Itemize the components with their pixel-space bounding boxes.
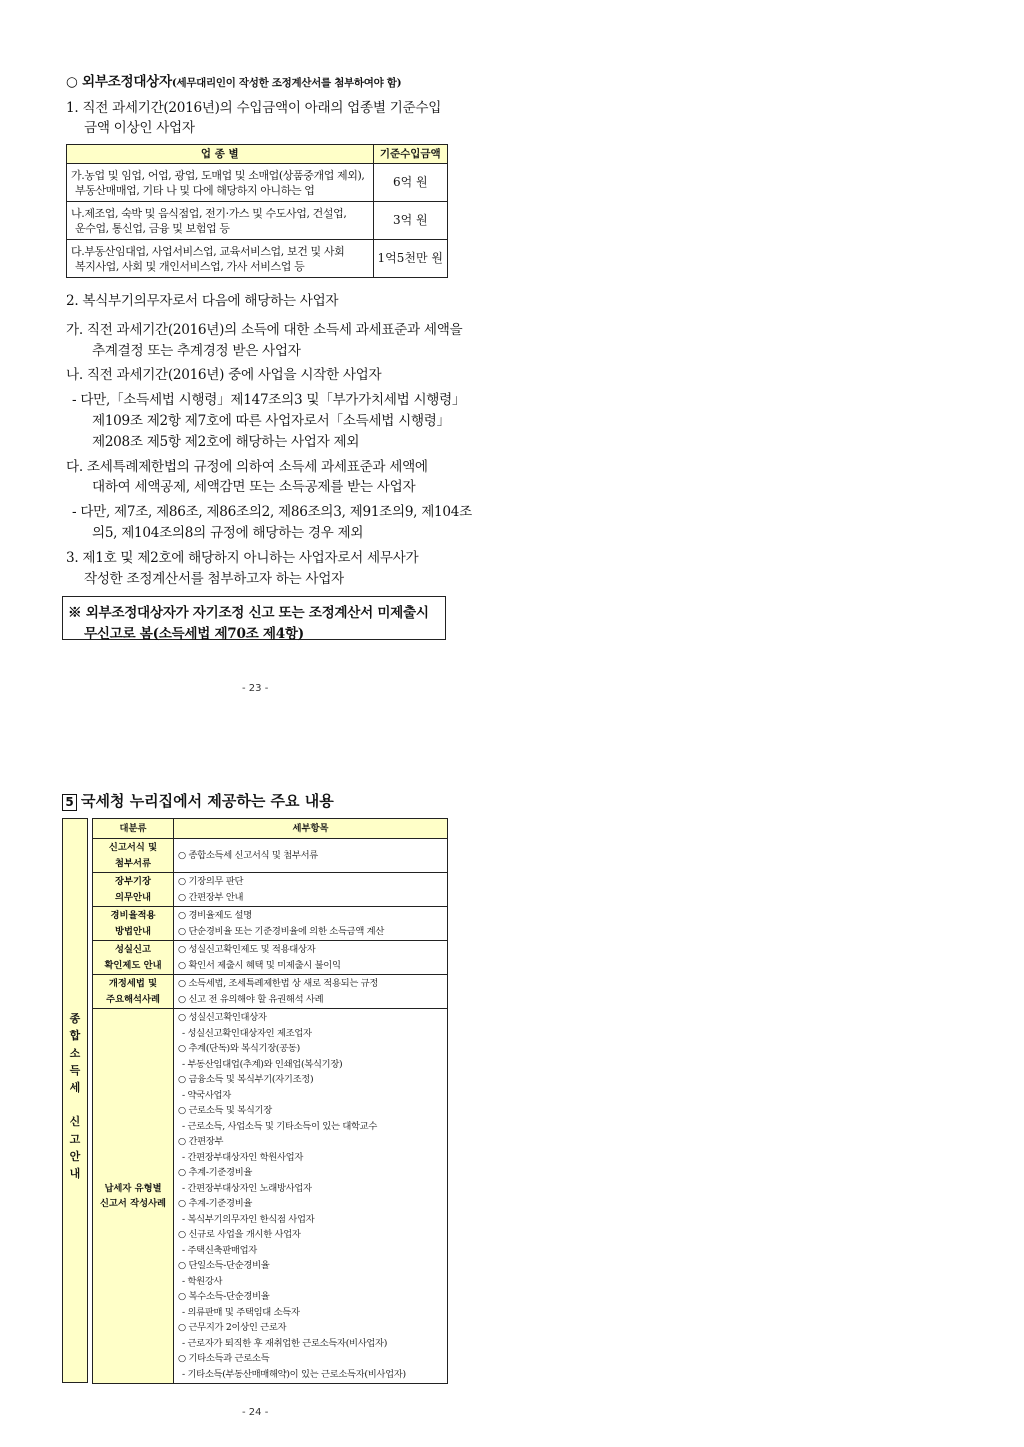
category-line: 의무안내 bbox=[115, 891, 151, 903]
industry-line: 부동산매매업, 기타 나 및 다에 해당하지 아니하는 업 bbox=[75, 183, 315, 197]
detail-line: - 근로소득, 사업소득 및 기타소득이 있는 대학교수 bbox=[182, 1120, 378, 1132]
detail-cell bbox=[174, 907, 448, 941]
category-line: 납세자 유형별 bbox=[104, 1182, 162, 1194]
detail-line: - 부동산임대업(추계)와 인쇄업(복식기장) bbox=[182, 1058, 343, 1070]
detail-line: ○ 성실신고확인제도 및 적용대상자 bbox=[178, 944, 316, 955]
item1-line1: 1. 직전 과세기간(2016년)의 수입금액이 아래의 업종별 기준수입 bbox=[66, 100, 442, 116]
body-line: 2. 복식부기의무자로서 다음에 해당하는 사업자 bbox=[66, 293, 339, 309]
table-row bbox=[67, 164, 448, 202]
body-line: - 다만, 제7조, 제86조, 제86조의2, 제86조의3, 제91조의9, 제104조 bbox=[72, 504, 472, 520]
industry-cell bbox=[67, 240, 374, 278]
category-cell bbox=[93, 839, 174, 873]
body-line: 다. 조세특례제한법의 규정에 의하여 소득세 과세표준과 세액에 bbox=[66, 459, 428, 475]
detail-line: ○ 추계(단독)와 복식기장(공동) bbox=[178, 1043, 300, 1054]
table-header-row bbox=[93, 819, 448, 839]
header-category: 대분류 bbox=[93, 819, 174, 839]
table-row bbox=[93, 941, 448, 975]
detail-line: ○ 경비율제도 설명 bbox=[178, 910, 252, 921]
side-char: 종 bbox=[69, 1012, 81, 1025]
table-row bbox=[93, 1009, 448, 1384]
category-line: 방법안내 bbox=[115, 925, 151, 937]
detail-line: ○ 기타소득과 근로소득 bbox=[178, 1353, 270, 1364]
detail-cell bbox=[174, 1009, 448, 1384]
detail-cell bbox=[174, 873, 448, 907]
industry-line: 나.제조업, 숙박 및 음식점업, 전기·가스 및 수도사업, 건설업, bbox=[71, 206, 347, 220]
category-cell bbox=[93, 1009, 174, 1384]
detail-line: - 성실신고확인대상자인 제조업자 bbox=[182, 1027, 312, 1039]
detail-line: - 간편장부대상자인 학원사업자 bbox=[182, 1151, 304, 1163]
industry-cell bbox=[67, 202, 374, 240]
table-row bbox=[93, 975, 448, 1009]
amount-cell: 3억 원 bbox=[373, 202, 447, 240]
category-line: 경비율적용 bbox=[110, 910, 156, 921]
detail-line: - 의류판매 및 주택임대 소득자 bbox=[182, 1306, 300, 1318]
category-line: 첨부서류 bbox=[115, 857, 151, 869]
side-char: 소 bbox=[69, 1046, 81, 1060]
table-row bbox=[93, 907, 448, 941]
category-line: 개정세법 및 bbox=[108, 978, 158, 989]
table-row bbox=[93, 839, 448, 873]
note-line1: ※ 외부조정대상자가 자기조정 신고 또는 조정계산서 미제출시 bbox=[68, 605, 429, 621]
detail-line: ○ 단순경비율 또는 기준경비율에 의한 소득금액 계산 bbox=[178, 925, 385, 937]
body-line: 제208조 제5항 제2호에 해당하는 사업자 제외 bbox=[92, 434, 360, 450]
body-line: 추계결정 또는 추계경정 받은 사업자 bbox=[92, 343, 301, 359]
detail-cell bbox=[174, 839, 448, 873]
category-cell bbox=[93, 873, 174, 907]
detail-line: - 기타소득(부동산매매해약)이 있는 근로소득자(비사업자) bbox=[182, 1368, 406, 1380]
page-number-23: - 23 - bbox=[242, 683, 269, 694]
section-number: 5 bbox=[62, 794, 77, 811]
external-adjustment-heading bbox=[66, 70, 401, 90]
detail-line: - 근로자가 퇴직한 후 재취업한 근로소득자(비사업자) bbox=[182, 1337, 388, 1349]
detail-line: ○ 단일소득-단순경비율 bbox=[178, 1260, 270, 1271]
body-line: 대하여 세액공제, 세액감면 또는 소득공제를 받는 사업자 bbox=[92, 479, 416, 495]
heading-text: ○ 외부조정대상자 bbox=[66, 74, 172, 90]
category-line: 확인제도 안내 bbox=[104, 959, 162, 971]
category-line: 신고서식 및 bbox=[108, 842, 158, 853]
category-cell bbox=[93, 975, 174, 1009]
detail-line: ○ 추계-기준경비율 bbox=[178, 1167, 253, 1178]
table-row bbox=[93, 873, 448, 907]
detail-line: - 주택신축판매업자 bbox=[182, 1244, 257, 1256]
detail-line: - 복식부기의무자인 한식점 사업자 bbox=[182, 1213, 315, 1225]
detail-line: ○ 성실신고확인대상자 bbox=[178, 1012, 267, 1023]
section-title bbox=[62, 790, 334, 811]
side-char: 득 bbox=[69, 1063, 81, 1077]
detail-line: ○ 복수소득-단순경비율 bbox=[178, 1291, 270, 1302]
detail-line: ○ 추계-기준경비율 bbox=[178, 1198, 253, 1209]
guide-table bbox=[92, 818, 448, 1384]
detail-line: ○ 근무지가 2이상인 근로자 bbox=[178, 1322, 287, 1333]
detail-line: ○ 신고 전 유의해야 할 유권해석 사례 bbox=[178, 993, 324, 1005]
header-details: 세부항목 bbox=[174, 819, 448, 839]
body-line: 작성한 조정계산서를 첨부하고자 하는 사업자 bbox=[84, 571, 344, 587]
industry-line: 복지사업, 사회 및 개인서비스업, 가사 서비스업 등 bbox=[75, 259, 305, 273]
page-number-24: - 24 - bbox=[242, 1407, 269, 1418]
body-line: 나. 직전 과세기간(2016년) 중에 사업을 시작한 사업자 bbox=[66, 367, 382, 383]
heading-note: (세무대리인이 작성한 조정계산서를 첨부하여야 함) bbox=[171, 77, 402, 89]
industry-cell bbox=[67, 164, 374, 202]
body-line: 3. 제1호 및 제2호에 해당하지 아니하는 사업자로서 세무사가 bbox=[66, 550, 419, 566]
amount-cell: 1억5천만 원 bbox=[373, 240, 447, 278]
industry-line: 다.부동산임대업, 사업서비스업, 교육서비스업, 보건 및 사회 bbox=[71, 244, 345, 258]
detail-line: ○ 간편장부 안내 bbox=[178, 891, 244, 903]
side-char: 내 bbox=[69, 1167, 81, 1181]
header-amount: 기준수입금액 bbox=[373, 145, 447, 164]
detail-line: ○ 소득세법, 조세특례제한법 상 새로 적용되는 규정 bbox=[178, 978, 379, 989]
detail-line: ○ 간편장부 bbox=[178, 1136, 224, 1147]
side-label bbox=[62, 1010, 88, 1183]
detail-line: ○ 기장의무 판단 bbox=[178, 876, 244, 887]
side-char: 합 bbox=[69, 1029, 81, 1043]
category-line: 신고서 작성사례 bbox=[99, 1198, 167, 1209]
side-char: 고 bbox=[69, 1132, 81, 1146]
table-header-row bbox=[67, 145, 448, 164]
category-cell bbox=[93, 941, 174, 975]
side-char: 안 bbox=[69, 1150, 81, 1164]
side-char: 세 bbox=[69, 1081, 81, 1095]
detail-line: - 학원강사 bbox=[182, 1275, 223, 1287]
detail-line: ○ 금융소득 및 복식부기(자기조정) bbox=[178, 1074, 314, 1085]
amount-cell: 6억 원 bbox=[373, 164, 447, 202]
category-line: 장부기장 bbox=[115, 876, 151, 887]
side-gap bbox=[62, 1096, 88, 1113]
header-industry: 업 종 별 bbox=[67, 145, 374, 164]
side-char: 신 bbox=[69, 1115, 81, 1129]
detail-line: - 약국사업자 bbox=[182, 1089, 231, 1101]
industry-threshold-table bbox=[66, 144, 448, 278]
detail-cell bbox=[174, 941, 448, 975]
detail-line: - 간편장부대상자인 노래방사업자 bbox=[182, 1182, 312, 1194]
item1-line2: 금액 이상인 사업자 bbox=[84, 120, 195, 136]
section-title-text: 국세청 누리집에서 제공하는 주요 내용 bbox=[81, 792, 334, 810]
body-line: 가. 직전 과세기간(2016년)의 소득에 대한 소득세 과세표준과 세액을 bbox=[66, 322, 463, 338]
industry-line: 가.농업 및 임업, 어업, 광업, 도매업 및 소매업(상품중개업 제외), bbox=[71, 168, 365, 182]
detail-line: ○ 신규로 사업을 개시한 사업자 bbox=[178, 1229, 301, 1240]
note-line2: 무신고로 봄(소득세법 제70조 제4항) bbox=[84, 626, 304, 642]
detail-line: ○ 확인서 제출시 혜택 및 미제출시 불이익 bbox=[178, 959, 341, 971]
category-cell bbox=[93, 907, 174, 941]
body-line: 의5, 제104조의8의 규정에 해당하는 경우 제외 bbox=[92, 525, 364, 541]
body-line: 제109조 제2항 제7호에 따른 사업자로서「소득세법 시행령」 bbox=[92, 413, 450, 429]
detail-line: ○ 근로소득 및 복식기장 bbox=[178, 1105, 272, 1116]
detail-cell bbox=[174, 975, 448, 1009]
detail-line: ○ 종합소득세 신고서식 및 첨부서류 bbox=[178, 849, 318, 861]
table-row bbox=[67, 202, 448, 240]
category-line: 성실신고 bbox=[115, 944, 151, 955]
category-line: 주요해석사례 bbox=[106, 993, 160, 1005]
industry-line: 운수업, 통신업, 금융 및 보험업 등 bbox=[75, 221, 230, 235]
table-row bbox=[67, 240, 448, 278]
body-line: - 다만,「소득세법 시행령」제147조의3 및「부가가치세법 시행령」 bbox=[72, 392, 466, 408]
